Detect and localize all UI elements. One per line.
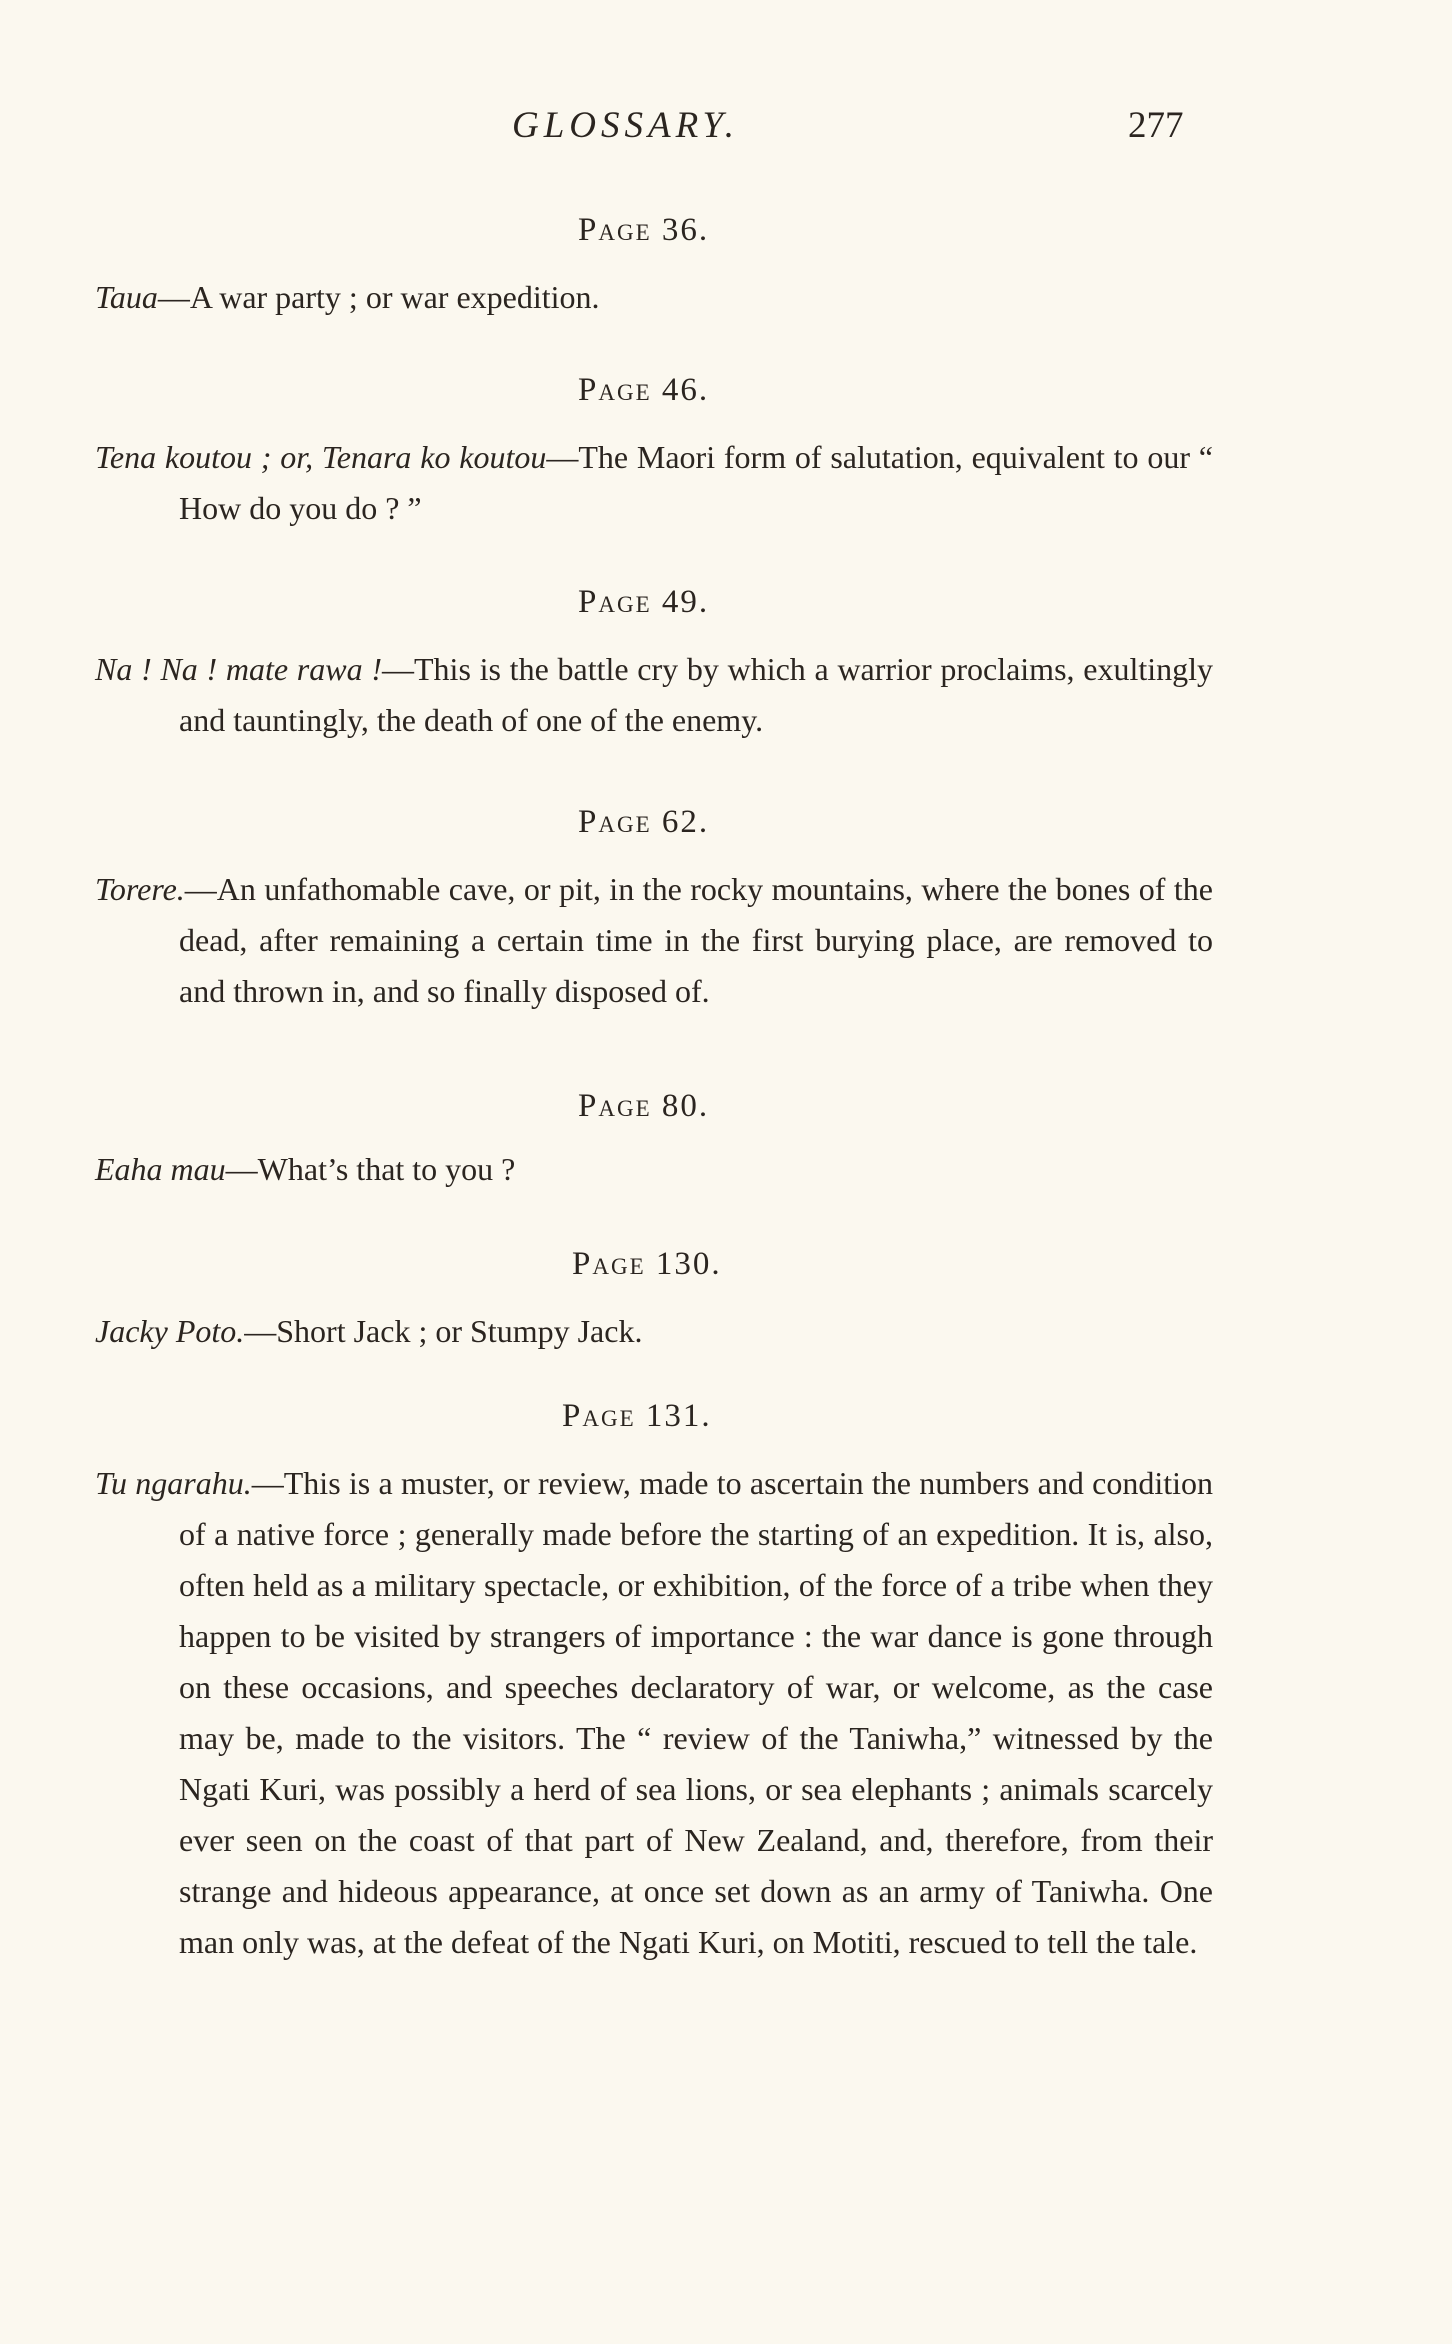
section-heading: Page 36. — [578, 212, 710, 248]
glossary-definition: —This is a muster, or review, made to ascertain the numbers and condition of a native force ; generally made before the starting of an expedition. It is, also, often held as a military spectacle, or exhibition, of the force of a tribe when they happen to be visited by strangers of importance : the war dance is gone through on these occasions, and speeches declaratory of war, or welcome, as the case may be, made to the visitors. The “ review of the Taniwha,” witnessed by the Ngati Kuri, was possibly a herd of sea lions, or sea elephants ; animals scarcely ever seen on the coast of that part of New Zealand, and, therefore, from their strange and hideous appearance, at once set down as an army of Taniwha. One man only was, at the defeat of the Ngati Kuri, on Motiti, rescued to tell the tale. — [179, 1465, 1214, 1960]
glossary-entry — [95, 644, 1213, 746]
glossary-definition: —What’s that to you ? — [225, 1151, 516, 1187]
glossary-term: Tu ngarahu. — [95, 1465, 252, 1501]
glossary-term: Torere. — [95, 871, 185, 907]
running-head — [0, 104, 1452, 152]
glossary-term: Jacky Poto. — [95, 1313, 245, 1349]
glossary-entry — [95, 272, 1213, 323]
section-heading: Page 131. — [562, 1398, 712, 1434]
glossary-definition: —A war party ; or war expedition. — [157, 279, 600, 315]
glossary-entry — [95, 1306, 1213, 1357]
running-title: GLOSSARY. — [512, 105, 739, 146]
section-heading: Page 80. — [578, 1088, 710, 1124]
glossary-definition: —The Maori form of salutation, equivalent to our “ How do you do ? ” — [179, 439, 1214, 526]
section-heading: Page 49. — [578, 584, 710, 620]
glossary-term: Taua — [95, 279, 158, 315]
section-heading: Page 62. — [578, 804, 710, 840]
glossary-definition: —Short Jack ; or Stumpy Jack. — [244, 1313, 643, 1349]
glossary-term: Eaha mau — [95, 1151, 226, 1187]
section-heading: Page 46. — [578, 372, 710, 408]
glossary-entry — [95, 1144, 1213, 1195]
glossary-entry — [95, 1458, 1213, 1968]
glossary-definition: —This is the battle cry by which a warrior proclaims, exultingly and tauntingly, the death of one of the enemy. — [179, 651, 1214, 738]
glossary-definition: —An unfathomable cave, or pit, in the rocky mountains, where the bones of the dead, after remaining a certain time in the first burying place, are removed to and thrown in, and so finally disposed of. — [179, 871, 1213, 1009]
section-heading: Page 130. — [572, 1246, 722, 1282]
page-number: 277 — [1128, 105, 1184, 146]
glossary-entry — [95, 864, 1213, 1017]
glossary-term: Na ! Na ! mate rawa ! — [95, 651, 382, 687]
glossary-entry — [95, 432, 1213, 534]
glossary-term: Tena koutou ; or, Tenara ko koutou — [95, 439, 547, 475]
